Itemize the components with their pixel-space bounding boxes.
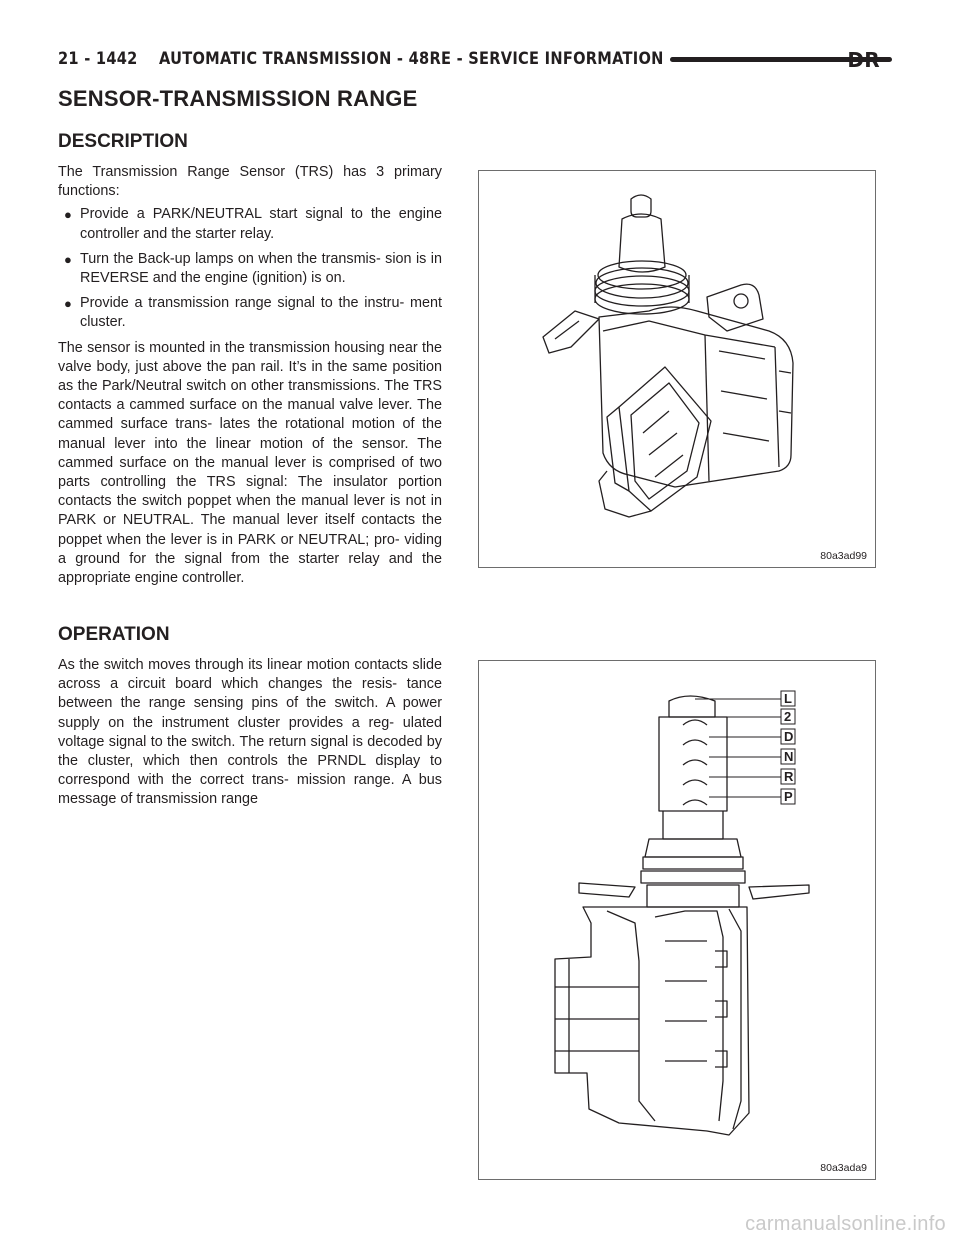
figure-sensor-contacts — [478, 660, 876, 1180]
bullet-text: Provide a transmission range signal to the instru- ment cluster. — [80, 295, 442, 331]
bullet-item — [64, 250, 442, 288]
figure-sensor-perspective — [478, 170, 876, 568]
bullet-icon: ● — [64, 251, 72, 267]
operation-heading: OPERATION — [58, 624, 170, 645]
operation-body: As the switch moves through its linear motion contacts slide across a circuit board which changes the resis- tance between the range sensing pins of the switch. A power supply on the instrument cluster provides a reg- ulated voltage signal to the switch. The return signal is decoded by the cluster, which then controls the PRNDL display to correspond with the correct trans- mission range. A bus message of transmission range — [58, 657, 442, 808]
page-title: SENSOR-TRANSMISSION RANGE — [58, 86, 418, 111]
description-heading: DESCRIPTION — [58, 131, 188, 152]
page-header — [58, 44, 878, 74]
description-text — [58, 163, 442, 588]
figure-id: 80a3ad99 — [820, 550, 867, 562]
range-label: N — [784, 749, 794, 764]
description-body: The sensor is mounted in the transmission housing near the valve body, just above the pan rail. It’s in the same position as the Park/Neutral switch on other transmissions. The TRS contacts a cammed surface on the manual valve lever. The cammed surface trans- lates the rotational motion of the manual lever into the linear motion of the sensor. The cammed surface on the manual lever is comprised of two parts controlling the TRS signal: The insulator portion contacts the switch poppet when the manual lever is not in PARK or NEUTRAL. The manual lever itself contacts the poppet when the lever is in PARK or NEUTRAL; pro- viding a ground for the signal from the starter relay and the appropriate engine controller. — [58, 339, 442, 587]
description-intro: The Transmission Range Sensor (TRS) has 3 primary functions: — [58, 164, 442, 200]
range-label: 2 — [784, 709, 792, 724]
operation-text — [58, 656, 442, 810]
bullet-icon: ● — [64, 296, 72, 312]
watermark: carmanualsonline.info — [745, 1213, 946, 1235]
range-labels — [479, 661, 875, 1179]
range-label: D — [784, 729, 794, 744]
page-code: 21 - 1442 — [58, 49, 138, 69]
description-bullets — [58, 205, 442, 332]
bullet-text: Turn the Back-up lamps on when the transmis- sion is in REVERSE and the engine (ignition) is on. — [80, 250, 442, 287]
sensor-perspective-drawing — [479, 171, 875, 567]
bullet-icon: ● — [64, 207, 72, 223]
header-title: AUTOMATIC TRANSMISSION - 48RE - SERVICE INFORMATION — [158, 49, 664, 69]
bullet-item — [64, 294, 442, 332]
range-label: L — [784, 691, 792, 706]
range-label: P — [784, 789, 793, 804]
range-label: R — [784, 769, 794, 784]
figure-id: 80a3ada9 — [820, 1162, 867, 1174]
header-tag: DR — [847, 48, 880, 72]
bullet-text: Provide a PARK/NEUTRAL start signal to the engine controller and the starter relay. — [80, 206, 442, 242]
bullet-item — [64, 205, 442, 243]
